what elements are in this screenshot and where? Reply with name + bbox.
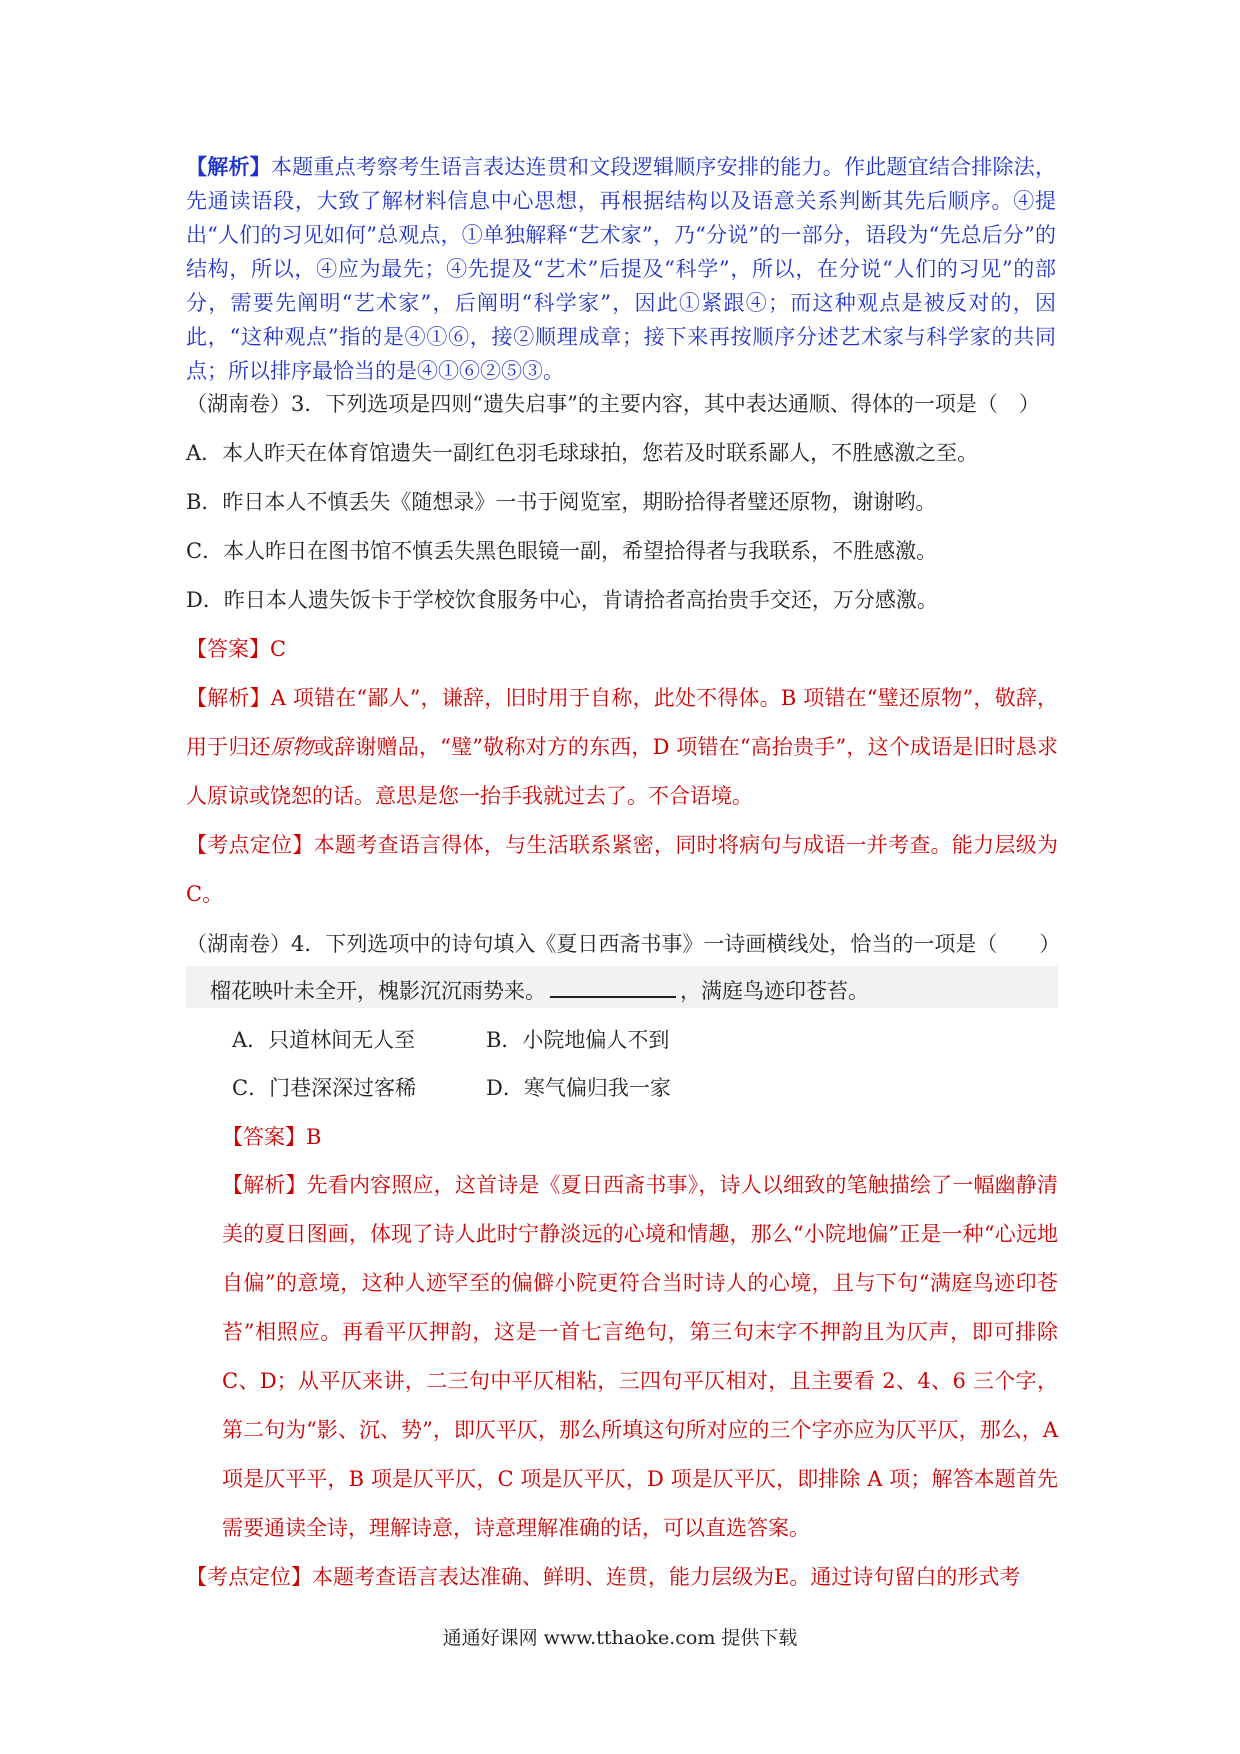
analysis-q2	[186, 150, 1056, 388]
q3-kaodian-label: 【考点定位】	[186, 833, 314, 857]
poem-blank	[550, 976, 676, 998]
q3-option-c: C．本人昨日在图书馆不慎丢失黑色眼镜一副，希望拾得者与我联系，不胜感激。	[186, 539, 938, 563]
q4-kaodian	[186, 1553, 1058, 1602]
q3-analysis-part2: 或辞谢赠品，“璧”敬称对方的东西，D 项错在“高抬贵手”，这个成语是旧时恳求人原谅或饶恕的话。意思是您一抬手我就过去了。不合语境。	[186, 735, 1058, 808]
q4-answer: 【答案】B	[222, 1125, 322, 1149]
analysis-label: 【解析】	[186, 154, 271, 179]
q3-kaodian-text: 本题考查语言得体，与生活联系紧密，同时将病句与成语一并考查。能力层级为C。	[186, 833, 1059, 906]
q4-analysis-label: 【解析】	[222, 1173, 307, 1197]
poem-before: 榴花映叶未全开，槐影沉沉雨势来。	[210, 979, 546, 1003]
q4-option-a: A．只道林间无人至	[232, 1028, 416, 1052]
q4-analysis-text: 先看内容照应，这首诗是《夏日西斋书事》，诗人以细致的笔触描绘了一幅幽静清美的夏日图画，体现了诗人此时宁静淡远的心境和情趣，那么“小院地偏”正是一种“心远地自偏”的意境，这种人迹罕至的偏僻小院更符合当时诗人的心境，且与下句“满庭鸟迹印苍苔”相照应。再看平仄押韵，这是一首七言绝句，第三句末字不押韵且为仄声，即可排除 C、D；从平仄来讲，二三句中平仄相粘，三四句平仄相对，且主要看 2、4、6 三个字，第二句为“影、沉、势”，即仄平仄，那么所填这句所对应的三个字亦应为仄平仄，那么，A 项是仄平平，B 项是仄平仄，C 项是仄平仄，D 项是仄平仄，即排除 A 项；解答本题首先需要通读全诗，理解诗意，诗意理解准确的话，可以直选答案。	[222, 1173, 1059, 1540]
q3-option-b: B．昨日本人不慎丢失《随想录》一书于阅览室，期盼拾得者璧还原物，谢谢哟。	[186, 490, 937, 514]
q4-kaodian-label: 【考点定位】	[186, 1565, 312, 1589]
q3-kaodian	[186, 821, 1058, 919]
analysis-text: 本题重点考察考生语言表达连贯和文段逻辑顺序安排的能力。作此题宜结合排除法，先通读语段，大致了解材料信息中心思想，再根据结构以及语意关系判断其先后顺序。④提出“人们的习见如何”总观点，①单独解释“艺术家”，乃“分说”的一部分，语段为“先总后分”的结构，所以，④应为最先；④先提及“艺术”后提及“科学”，所以，在分说“人们的习见”的部分，需要先阐明“艺术家”，后阐明“科学家”，因此①紧跟④；而这种观点是被反对的，因此，“这种观点”指的是④①⑥，接②顺理成章；接下来再按顺序分述艺术家与科学家的共同点；所以排序最恰当的是④①⑥②⑤③。	[186, 155, 1057, 383]
q3-analysis-em: 原物	[270, 735, 314, 759]
q4-option-c: C．门巷深深过客稀	[232, 1076, 417, 1100]
q3-option-d: D．昨日本人遗失饭卡于学校饮食服务中心，肯请拾者高抬贵手交还，万分感激。	[186, 588, 938, 612]
q3-analysis	[186, 674, 1058, 821]
q3-analysis-label: 【解析】	[186, 686, 271, 710]
q4-option-d: D．寒气偏归我一家	[486, 1076, 671, 1100]
poem-line	[210, 975, 869, 1005]
q4-kaodian-text: 本题考查语言表达准确、鲜明、连贯，能力层级为E。通过诗句留白的形式考	[312, 1565, 1021, 1589]
q4-stem: （湖南卷）4．下列选项中的诗句填入《夏日西斋书事》一诗画横线处，恰当的一项是（ ）	[186, 932, 1061, 956]
q4-analysis	[222, 1161, 1058, 1553]
q3-option-a: A．本人昨天在体育馆遗失一副红色羽毛球球拍，您若及时联系鄙人，不胜感激之至。	[186, 441, 979, 465]
poem-after: ，满庭鸟迹印苍苔。	[680, 979, 869, 1003]
q3-stem: （湖南卷）3．下列选项是四则“遗失启事”的主要内容，其中表达通顺、得体的一项是（ ）	[186, 392, 1040, 416]
q3-answer: 【答案】C	[186, 637, 287, 661]
q4-option-b: B．小院地偏人不到	[486, 1028, 670, 1052]
page-footer: 通通好课网 www.tthaoke.com 提供下载	[442, 1627, 798, 1649]
q3-analysis-part1: A 项错在“鄙人”，谦辞，旧时用于自称，此处不得体。B 项错在“璧还原物”，敬辞，用于归还	[186, 686, 1059, 759]
